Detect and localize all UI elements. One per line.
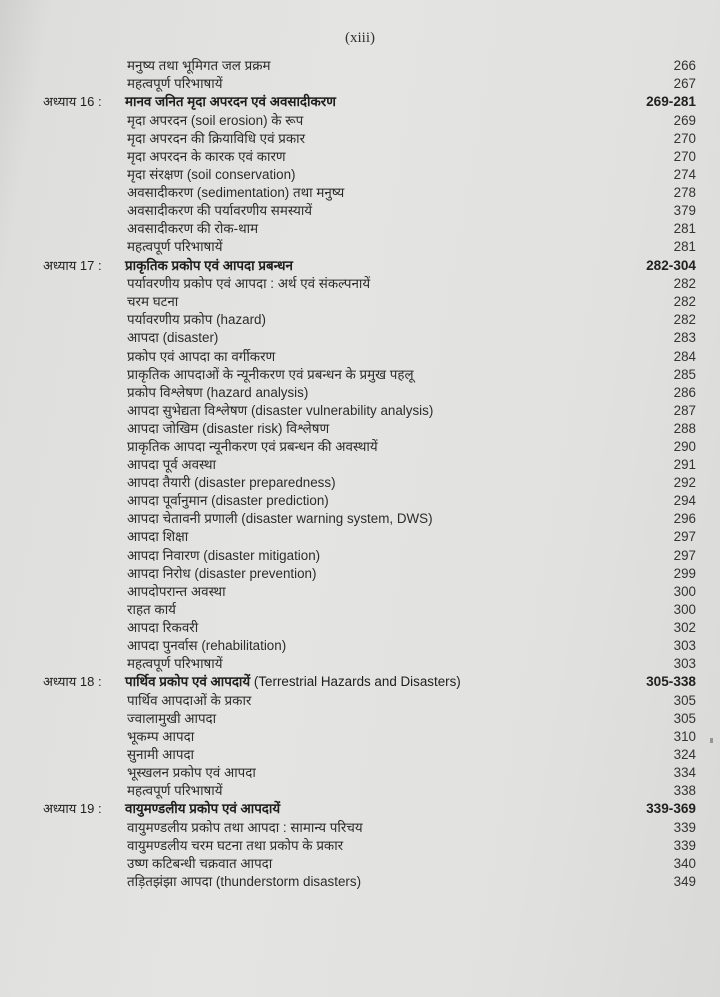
entry-page-number: 303 [673,638,696,653]
entry-page-number: 296 [673,511,696,527]
title-text: अवसादीकरण (sedimentation) तथा मनुष्य [127,185,345,201]
entry-title [127,112,303,130]
toc-entry-row [0,130,720,148]
entry-page-number: 324 [673,747,696,763]
toc-entry-row [0,601,720,619]
title-text: भूकम्प आपदा [127,728,195,744]
entry-page-number: 349 [673,874,696,890]
entry-page-number: 303 [673,656,696,672]
title-english: (Terrestrial Hazards and Disasters) [250,674,461,690]
toc-entry-row [0,293,720,311]
title-text: पार्थिव प्रकोप एवं आपदायें [125,674,251,690]
toc-entry-row [0,528,720,546]
entry-title [127,366,414,384]
entry-title [127,619,198,637]
entry-title [127,348,275,366]
title-text: अवसादीकरण की पर्यावरणीय समस्यायें [127,203,313,219]
chapter-page-range: 269-281 [646,94,696,110]
toc-chapter-row [0,800,720,819]
entry-page-number: 339 [673,819,696,835]
title-text: तड़ितझंझा आपदा (thunderstorm disasters) [127,874,362,890]
chapter-title [125,93,336,111]
toc-entry-row [0,420,720,438]
page-number: (xiii) [345,30,375,46]
entry-title [127,782,223,800]
entry-title [127,420,329,438]
title-text: प्राकृतिक आपदा न्यूनीकरण एवं प्रबन्धन की अवस्थायें [127,438,378,454]
chapter-title [125,673,461,691]
entry-title [127,873,361,891]
chapter-number: अध्याय 16 : [43,94,102,110]
toc-entry-row [0,348,720,366]
title-text: आपदा चेतावनी प्रणाली (disaster warning system, DWS) [127,511,433,527]
entry-page-number: 297 [673,529,696,545]
toc-entry-row [0,619,720,637]
title-text: आपदा सुभेद्यता विश्लेषण (disaster vulnerability analysis) [127,402,434,418]
toc-entry-row [0,238,720,256]
entry-title [127,474,336,492]
chapter-page-range: 305-338 [646,674,696,690]
entry-title [127,728,194,746]
toc-entry-row [0,728,720,746]
toc-entry-row [0,184,720,202]
title-text: पर्यावरणीय प्रकोप (hazard) [127,312,266,328]
toc-entry-row [0,456,720,474]
title-text: मृदा अपरदन के कारक एवं कारण [127,148,286,164]
toc-entry-row [0,746,720,764]
toc-entry-row [0,384,720,402]
entry-page-number: 300 [673,583,696,599]
entry-title [127,202,312,220]
title-text: पर्यावरणीय प्रकोप एवं आपदा : अर्थ एवं संकल्पनायें [127,276,371,292]
title-text: आपदा जोखिम (disaster risk) विश्लेषण [127,420,330,436]
title-text: आपदा पूर्वानुमान (disaster prediction) [127,493,329,509]
toc-entry-row [0,583,720,601]
toc-entry-row [0,819,720,837]
chapter-number: अध्याय 17 : [43,257,102,273]
entry-page-number: 284 [673,348,696,364]
entry-page-number: 334 [673,765,696,781]
entry-title [127,75,223,93]
toc-entry-row [0,402,720,420]
entry-page-number: 281 [673,239,696,255]
toc-chapter-row [0,93,720,112]
entry-page-number: 270 [673,130,696,146]
title-text: अवसादीकरण की रोक-थाम [127,221,259,237]
entry-title [127,166,296,184]
entry-title [127,637,286,655]
entry-title [127,438,378,456]
entry-page-number: 297 [673,547,696,563]
toc-entry-row [0,220,720,238]
entry-title [127,855,272,873]
entry-page-number: 310 [673,728,696,744]
entry-page-number: 282 [673,312,696,328]
entry-page-number: 340 [673,856,696,872]
entry-title [127,130,305,148]
entry-title [127,456,216,474]
entry-page-number: 270 [673,148,696,164]
entry-title [127,492,329,510]
entry-page-number: 288 [673,420,696,436]
title-text: मृदा संरक्षण (soil conservation) [127,167,296,183]
entry-page-number: 286 [673,384,696,400]
title-text: राहत कार्य [127,601,176,617]
entry-title [127,583,226,601]
entry-page-number: 283 [673,330,696,346]
title-text: महत्वपूर्ण परिभाषायें [127,239,223,255]
entry-page-number: 302 [673,619,696,635]
title-text: आपदा पुनर्वास (rehabilitation) [127,638,287,653]
title-text: वायुमण्डलीय प्रकोप एवं आपदायें [125,801,281,817]
title-text: प्राकृतिक प्रकोप एवं आपदा प्रबन्धन [125,257,293,273]
title-text: महत्वपूर्ण परिभाषायें [127,76,223,92]
chapter-title [125,257,293,275]
title-text: आपदा रिकवरी [127,619,199,635]
entry-title [127,384,308,402]
entry-page-number: 305 [673,710,696,726]
entry-title [127,57,270,75]
title-text: मानव जनित मृदा अपरदन एवं अवसादीकरण [125,94,336,110]
toc-entry-row [0,873,720,891]
chapter-number: अध्याय 18 : [43,674,102,690]
entry-title [127,819,363,837]
entry-title [127,710,216,728]
toc-entry-row [0,275,720,293]
entry-page-number: 294 [673,493,696,509]
toc-entry-row [0,510,720,528]
title-text: महत्वपूर्ण परिभाषायें [127,656,223,672]
title-text: ज्वालामुखी आपदा [127,710,217,726]
entry-title [127,692,251,710]
entry-page-number: 274 [673,167,696,183]
entry-page-number: 267 [673,76,696,92]
title-text: भूस्खलन प्रकोप एवं आपदा [127,765,256,781]
toc-entry-row [0,710,720,728]
toc-entry-row [0,75,720,93]
entry-page-number: 285 [673,366,696,382]
toc-entry-row [0,148,720,166]
title-text: मनुष्य तथा भूमिगत जल प्रक्रम [127,58,271,73]
title-text: प्रकोप विश्लेषण (hazard analysis) [127,384,309,400]
entry-title [127,238,223,256]
toc-entry-row [0,166,720,184]
toc-entry-row [0,782,720,800]
entry-title [127,275,370,293]
toc-entry-row [0,637,720,655]
toc-entry-row [0,692,720,710]
chapter-number: अध्याय 19 : [43,801,102,817]
entry-page-number: 292 [673,475,696,491]
entry-title [127,510,433,528]
entry-title [127,547,320,565]
toc-entry-row [0,655,720,673]
entry-title [127,655,223,673]
entry-page-number: 282 [673,276,696,292]
entry-title [127,329,218,347]
toc-entry-row [0,366,720,384]
toc-entry-row [0,329,720,347]
title-text: पार्थिव आपदाओं के प्रकार [127,692,252,708]
toc-chapter-row [0,673,720,692]
toc-entry-row [0,112,720,130]
title-text: आपदा निरोध (disaster prevention) [127,565,317,581]
entry-page-number: 290 [673,438,696,454]
entry-title [127,402,433,420]
title-text: सुनामी आपदा [127,747,195,763]
entry-title [127,837,343,855]
title-text: उष्ण कटिबन्धी चक्रवात आपदा [127,856,273,872]
title-text: आपदा (disaster) [127,330,219,346]
title-text: प्राकृतिक आपदाओं के न्यूनीकरण एवं प्रबन्धन के प्रमुख पहलू [127,366,414,382]
entry-page-number: 278 [673,185,696,201]
title-text: मृदा अपरदन की क्रियाविधि एवं प्रकार [127,130,306,146]
title-text: आपदा निवारण (disaster mitigation) [127,547,321,563]
entry-title [127,293,178,311]
entry-page-number: 300 [673,601,696,617]
entry-page-number: 299 [673,565,696,581]
entry-title [127,764,256,782]
entry-page-number: 338 [673,783,696,799]
toc-entry-row [0,202,720,220]
toc-chapter-row [0,257,720,276]
entry-page-number: 269 [673,112,696,128]
entry-title [127,148,286,166]
entry-page-number: 339 [673,838,696,854]
title-text: आपदा तैयारी (disaster preparedness) [127,475,336,491]
title-text: चरम घटना [127,294,179,310]
title-text: वायुमण्डलीय चरम घटना तथा प्रकोप के प्रकार [127,838,344,854]
toc-entry-row [0,547,720,565]
chapter-title [125,800,280,818]
title-text: महत्वपूर्ण परिभाषायें [127,783,223,799]
entry-title [127,220,258,238]
entry-page-number: 291 [673,457,696,473]
toc-entry-row [0,837,720,855]
toc-entry-row [0,565,720,583]
toc-entry-row [0,438,720,456]
entry-title [127,565,316,583]
toc-entry-row [0,474,720,492]
entry-title [127,184,344,202]
entry-page-number: 282 [673,294,696,310]
table-of-contents [0,57,720,891]
entry-title [127,601,176,619]
title-text: प्रकोप एवं आपदा का वर्गीकरण [127,348,276,364]
entry-page-number: 379 [673,203,696,219]
entry-page-number: 281 [673,221,696,237]
title-text: आपदा पूर्व अवस्था [127,457,217,473]
entry-title [127,528,188,546]
title-text: वायुमण्डलीय प्रकोप तथा आपदा : सामान्य परिचय [127,819,363,835]
chapter-page-range: 282-304 [646,257,696,273]
toc-entry-row [0,311,720,329]
entry-title [127,746,194,764]
toc-entry-row [0,764,720,782]
entry-page-number: 287 [673,402,696,418]
title-text: आपदोपरान्त अवस्था [127,583,226,599]
toc-entry-row [0,492,720,510]
toc-entry-row [0,57,720,75]
title-text: मृदा अपरदन (soil erosion) के रूप [127,112,304,128]
entry-page-number: 305 [673,692,696,708]
paper-speck [710,738,713,743]
entry-title [127,311,266,329]
title-text: आपदा शिक्षा [127,529,189,545]
toc-entry-row [0,855,720,873]
entry-page-number: 266 [673,58,696,73]
chapter-page-range: 339-369 [646,801,696,817]
